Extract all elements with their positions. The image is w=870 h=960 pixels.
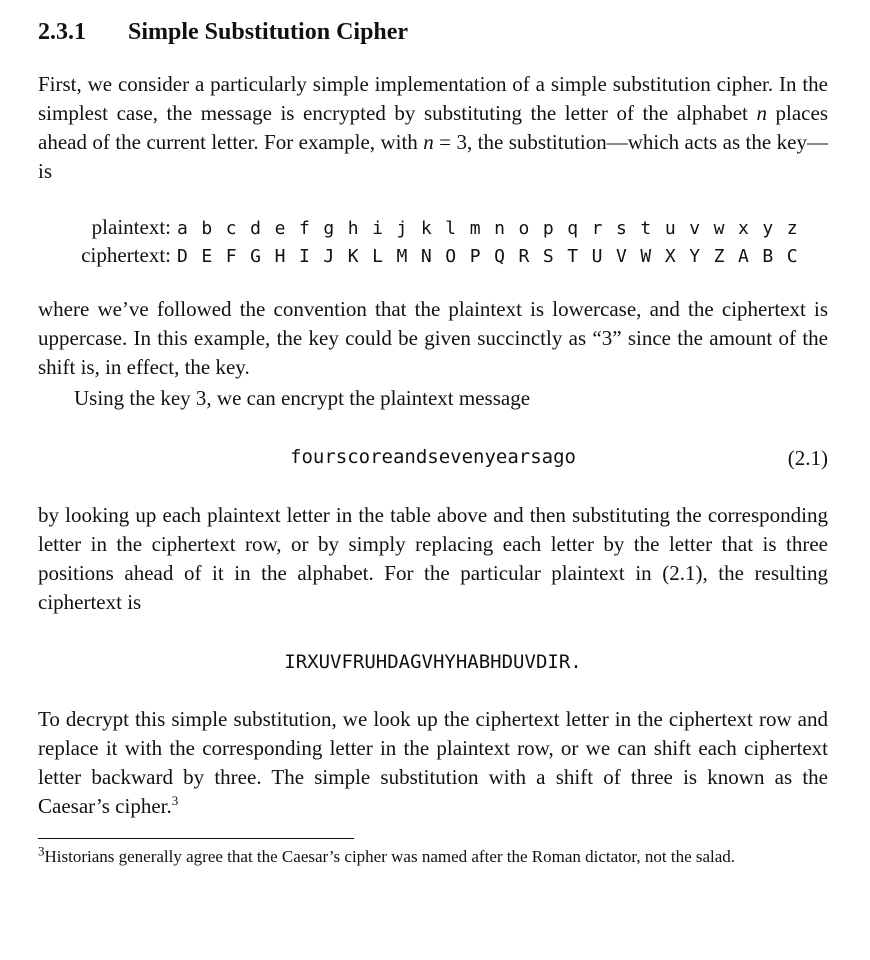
plaintext-letter: f	[298, 218, 310, 239]
ciphertext-letter: B	[762, 246, 774, 267]
plaintext-letter: h	[347, 218, 359, 239]
intro-text-3: = 3, the substitution—which acts as the key—is	[38, 130, 828, 183]
paragraph-decrypt	[38, 705, 828, 821]
plaintext-letter: u	[664, 218, 676, 239]
plaintext-letter: m	[469, 218, 481, 239]
plaintext-letter: n	[494, 218, 505, 239]
ciphertext-letter: C	[786, 246, 798, 267]
ciphertext-letter: P	[469, 246, 481, 267]
ciphertext-letter: W	[640, 246, 652, 267]
ciphertext-letter: Y	[689, 246, 701, 267]
variable-n-eq: n	[423, 130, 434, 154]
equation-2-1	[38, 446, 828, 474]
footnote-text: Historians generally agree that the Caesar’s cipher was named after the Roman dictator, not the salad.	[44, 847, 736, 866]
plaintext-letter: j	[396, 218, 408, 239]
plaintext-letter: p	[542, 218, 554, 239]
ciphertext-letter: T	[567, 246, 579, 267]
plaintext-letter: c	[225, 218, 237, 239]
ciphertext-letter: I	[298, 246, 310, 267]
section-heading	[38, 19, 408, 46]
intro-text-1: First, we consider a particularly simple implementation of a simple substitution cipher. In the simplest case, the message is encrypted by substituting the letter of the alphabet	[38, 72, 828, 125]
plaintext-letter: g	[323, 218, 335, 239]
plaintext-letter: z	[786, 218, 798, 239]
paragraph-convention: where we’ve followed the convention that the plaintext is lowercase, and the ciphertext is uppercase. In this example, the key could be given succinctly as “3” since the amount of the shift is, in effect, the key.	[38, 297, 828, 379]
decrypt-text: To decrypt this simple substitution, we look up the ciphertext letter in the ciphertext row and replace it with the corresponding letter in the plaintext row, or we can shift each ciphertext letter backward by three. The simple substitution with a shift of three is known as the Caesar’s cipher.	[38, 707, 828, 818]
paragraph-lookup: by looking up each plaintext letter in the table above and then substituting the corresponding letter in the ciphertext row, or by simply replacing each letter by the letter that is three positions ahead of it in the alphabet. For the particular plaintext in (2.1), the resulting ciphertext is	[38, 503, 828, 614]
ciphertext-display	[38, 651, 828, 679]
ciphertext-letter: G	[250, 246, 262, 267]
ciphertext-result: IRXUVFRUHDAGVHYHABHDUVDIR.	[284, 651, 582, 673]
plaintext-letter: e	[274, 218, 286, 239]
plaintext-letter: q	[567, 218, 579, 239]
ciphertext-letter: M	[396, 246, 408, 267]
ciphertext-letter: J	[323, 246, 335, 267]
plaintext-letters	[177, 218, 811, 239]
ciphertext-row	[38, 243, 811, 271]
ciphertext-letter: S	[542, 246, 554, 267]
equation-label: (2.1)	[787, 446, 828, 470]
variable-n: n	[756, 101, 767, 125]
plaintext-letter: i	[372, 218, 383, 239]
ciphertext-letter: Q	[494, 246, 505, 267]
paragraph-key: Using the key 3, we can encrypt the plaintext message	[74, 386, 531, 410]
ciphertext-letter: D	[177, 246, 188, 267]
plaintext-letter: o	[518, 218, 530, 239]
equation-plaintext: fourscoreandsevenyearsago	[290, 446, 576, 468]
plaintext-letter: d	[250, 218, 262, 239]
ciphertext-letter: U	[591, 246, 603, 267]
plaintext-letter: s	[616, 218, 627, 239]
ciphertext-letter: O	[445, 246, 457, 267]
plaintext-letter: a	[177, 218, 188, 239]
intro-text-2: places ahead of the current letter. For example, with	[38, 101, 828, 154]
plaintext-letter: w	[713, 218, 725, 239]
plaintext-row	[38, 215, 811, 243]
section-title: Simple Substitution Cipher	[128, 19, 409, 45]
plaintext-letter: x	[737, 218, 749, 239]
footnote-mark: 3	[38, 843, 45, 859]
ciphertext-letter: L	[372, 246, 383, 267]
plaintext-letter: r	[591, 218, 603, 239]
plaintext-letter: b	[201, 218, 213, 239]
footnote-reference[interactable]: 3	[171, 793, 179, 808]
plaintext-letter: v	[689, 218, 701, 239]
footnote-rule	[38, 838, 354, 839]
ciphertext-letter: K	[347, 246, 359, 267]
footnote	[38, 845, 828, 869]
ciphertext-letter: A	[737, 246, 749, 267]
plaintext-letter: k	[420, 218, 432, 239]
ciphertext-letter: R	[518, 246, 530, 267]
ciphertext-label: ciphertext:	[81, 243, 171, 267]
ciphertext-letters	[177, 246, 811, 267]
plaintext-letter: l	[445, 218, 457, 239]
ciphertext-letter: H	[274, 246, 286, 267]
plaintext-letter: t	[640, 218, 652, 239]
ciphertext-letter: V	[616, 246, 627, 267]
ciphertext-letter: F	[225, 246, 237, 267]
ciphertext-letter: X	[664, 246, 676, 267]
ciphertext-letter: Z	[713, 246, 725, 267]
ciphertext-letter: N	[420, 246, 432, 267]
paragraph-intro	[38, 70, 828, 186]
plaintext-label: plaintext:	[91, 215, 171, 239]
plaintext-letter: y	[762, 218, 774, 239]
ciphertext-letter: E	[201, 246, 213, 267]
section-number: 2.3.1	[38, 19, 86, 45]
